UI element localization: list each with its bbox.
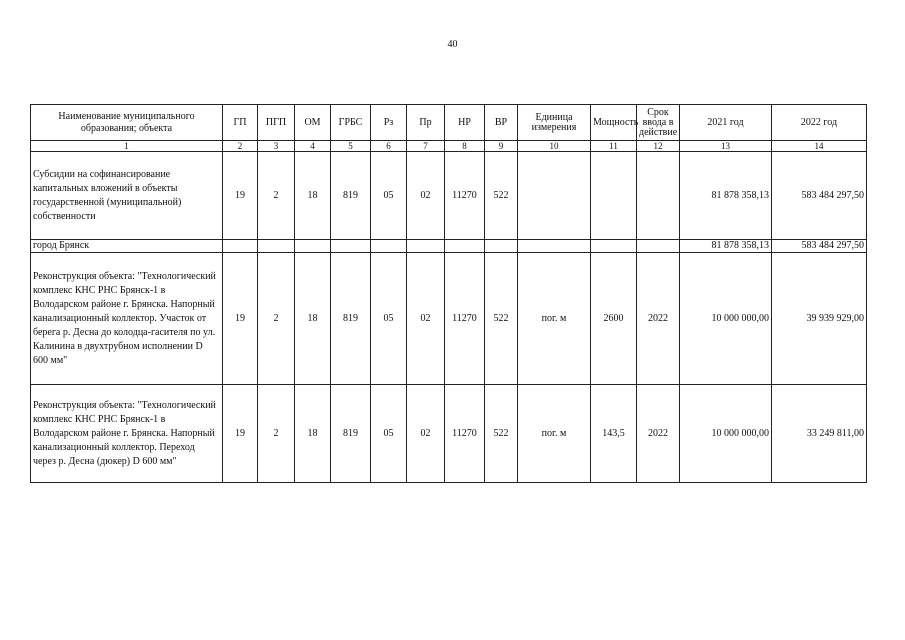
cell-unit: пог. м bbox=[518, 253, 591, 385]
cell-pr bbox=[407, 240, 445, 253]
column-number: 12 bbox=[637, 141, 680, 152]
cell-unit: пог. м bbox=[518, 385, 591, 483]
column-number: 3 bbox=[258, 141, 295, 152]
row-name: город Брянск bbox=[31, 240, 223, 253]
cell-rz bbox=[371, 240, 407, 253]
header-name: Наименование муниципального образования; объекта bbox=[31, 105, 223, 141]
cell-capacity bbox=[591, 240, 637, 253]
header-gp: ГП bbox=[223, 105, 258, 141]
header-rz: Рз bbox=[371, 105, 407, 141]
column-number: 1 bbox=[31, 141, 223, 152]
cell-nr: 11270 bbox=[445, 152, 485, 240]
cell-term: 2022 bbox=[637, 253, 680, 385]
header-pr: Пр bbox=[407, 105, 445, 141]
budget-table bbox=[30, 104, 867, 483]
header-om: ОМ bbox=[295, 105, 331, 141]
header-2022: 2022 год bbox=[772, 105, 867, 141]
header-grbs: ГРБС bbox=[331, 105, 371, 141]
cell-2021: 10 000 000,00 bbox=[680, 385, 772, 483]
table-row-object-1 bbox=[31, 253, 867, 385]
cell-term bbox=[637, 240, 680, 253]
cell-pr: 02 bbox=[407, 152, 445, 240]
cell-capacity bbox=[591, 152, 637, 240]
column-number: 13 bbox=[680, 141, 772, 152]
cell-pr: 02 bbox=[407, 253, 445, 385]
row-name: Субсидии на софинансирование капитальных вложений в объекты государственной (муниципальной) собственности bbox=[31, 152, 223, 240]
cell-pgp bbox=[258, 240, 295, 253]
cell-nr: 11270 bbox=[445, 385, 485, 483]
column-number: 14 bbox=[772, 141, 867, 152]
cell-unit bbox=[518, 152, 591, 240]
cell-gp: 19 bbox=[223, 385, 258, 483]
cell-gp bbox=[223, 240, 258, 253]
cell-2022: 39 939 929,00 bbox=[772, 253, 867, 385]
page-number: 40 bbox=[447, 39, 458, 50]
cell-2021: 81 878 358,13 bbox=[680, 152, 772, 240]
column-number: 11 bbox=[591, 141, 637, 152]
cell-term: 2022 bbox=[637, 385, 680, 483]
cell-grbs: 819 bbox=[331, 385, 371, 483]
cell-term bbox=[637, 152, 680, 240]
cell-gp: 19 bbox=[223, 253, 258, 385]
row-name: Реконструкция объекта: "Технологический комплекс КНС РНС Брянск-1 в Володарском районе г. Брянска. Напорный канализационный коллектор. Переход через р. Десна (дюкер) D 600 мм" bbox=[31, 385, 223, 483]
cell-pr: 02 bbox=[407, 385, 445, 483]
cell-om: 18 bbox=[295, 253, 331, 385]
column-number: 6 bbox=[371, 141, 407, 152]
cell-vr: 522 bbox=[485, 152, 518, 240]
column-number: 8 bbox=[445, 141, 485, 152]
cell-vr: 522 bbox=[485, 253, 518, 385]
cell-2021: 10 000 000,00 bbox=[680, 253, 772, 385]
cell-rz: 05 bbox=[371, 253, 407, 385]
cell-grbs: 819 bbox=[331, 152, 371, 240]
header-capacity: Мощность bbox=[591, 105, 637, 141]
column-number: 4 bbox=[295, 141, 331, 152]
table-row-subsidy bbox=[31, 152, 867, 240]
table-header-row bbox=[31, 105, 867, 141]
cell-rz: 05 bbox=[371, 385, 407, 483]
cell-vr: 522 bbox=[485, 385, 518, 483]
cell-om bbox=[295, 240, 331, 253]
cell-rz: 05 bbox=[371, 152, 407, 240]
header-pgp: ПГП bbox=[258, 105, 295, 141]
cell-om: 18 bbox=[295, 152, 331, 240]
column-number: 10 bbox=[518, 141, 591, 152]
column-number: 5 bbox=[331, 141, 371, 152]
table-row-object-2 bbox=[31, 385, 867, 483]
cell-2022: 583 484 297,50 bbox=[772, 152, 867, 240]
cell-2022: 583 484 297,50 bbox=[772, 240, 867, 253]
column-number: 2 bbox=[223, 141, 258, 152]
cell-pgp: 2 bbox=[258, 253, 295, 385]
table-row-city bbox=[31, 240, 867, 253]
row-name: Реконструкция объекта: "Технологический комплекс КНС РНС Брянск-1 в Володарском районе г. Брянска. Напорный канализационный коллектор. Участок от берега р. Десна до колодца-гасителя по ул. Калинина в двухтрубном исполнении D 600 мм" bbox=[31, 253, 223, 385]
header-nr: НР bbox=[445, 105, 485, 141]
cell-2022: 33 249 811,00 bbox=[772, 385, 867, 483]
cell-grbs bbox=[331, 240, 371, 253]
cell-capacity: 2600 bbox=[591, 253, 637, 385]
cell-2021: 81 878 358,13 bbox=[680, 240, 772, 253]
column-number-row bbox=[31, 141, 867, 152]
cell-grbs: 819 bbox=[331, 253, 371, 385]
column-number: 9 bbox=[485, 141, 518, 152]
header-unit: Единица измерения bbox=[518, 105, 591, 141]
cell-gp: 19 bbox=[223, 152, 258, 240]
cell-nr: 11270 bbox=[445, 253, 485, 385]
column-number: 7 bbox=[407, 141, 445, 152]
cell-unit bbox=[518, 240, 591, 253]
cell-pgp: 2 bbox=[258, 152, 295, 240]
cell-vr bbox=[485, 240, 518, 253]
cell-nr bbox=[445, 240, 485, 253]
cell-om: 18 bbox=[295, 385, 331, 483]
cell-pgp: 2 bbox=[258, 385, 295, 483]
header-2021: 2021 год bbox=[680, 105, 772, 141]
header-term: Срок ввода в действие bbox=[637, 105, 680, 141]
cell-capacity: 143,5 bbox=[591, 385, 637, 483]
header-vr: ВР bbox=[485, 105, 518, 141]
